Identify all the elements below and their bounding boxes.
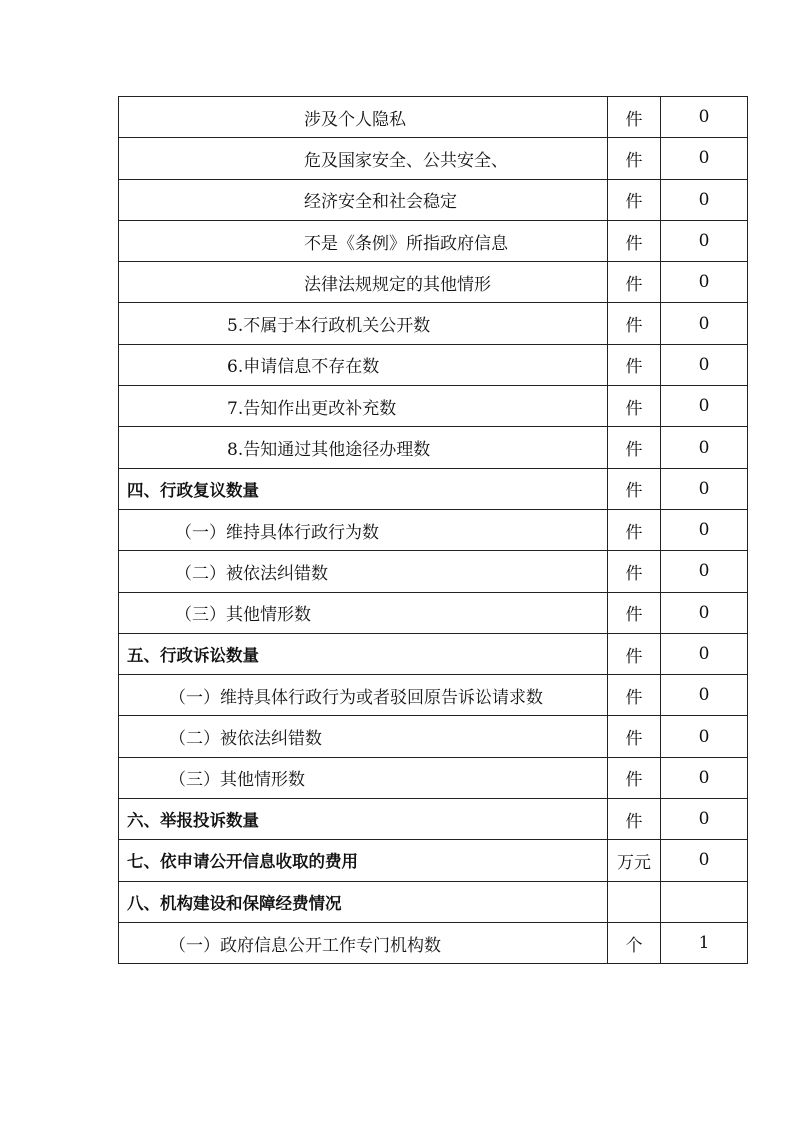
row-label: （二）被依法纠错数 <box>119 551 608 592</box>
table-row <box>119 757 748 798</box>
table-row <box>119 262 748 303</box>
row-label: （二）被依法纠错数 <box>119 716 608 757</box>
table-row <box>119 427 748 468</box>
row-unit: 件 <box>608 633 661 674</box>
row-unit: 个 <box>608 922 661 963</box>
row-unit: 件 <box>608 757 661 798</box>
row-unit: 件 <box>608 138 661 179</box>
row-value: 0 <box>661 97 748 138</box>
row-value: 0 <box>661 840 748 881</box>
table-row <box>119 220 748 261</box>
row-value: 0 <box>661 633 748 674</box>
section-heading: 六、举报投诉数量 <box>119 799 608 840</box>
row-unit: 件 <box>608 468 661 509</box>
row-label: （一）政府信息公开工作专门机构数 <box>119 922 608 963</box>
table-row <box>119 633 748 674</box>
row-value: 0 <box>661 303 748 344</box>
row-label: 7.告知作出更改补充数 <box>119 386 608 427</box>
row-unit: 件 <box>608 551 661 592</box>
row-unit: 万元 <box>608 840 661 881</box>
section-heading: 四、行政复议数量 <box>119 468 608 509</box>
row-value: 1 <box>661 922 748 963</box>
section-heading: 七、依申请公开信息收取的费用 <box>119 840 608 881</box>
row-value: 0 <box>661 551 748 592</box>
row-value: 0 <box>661 344 748 385</box>
row-value: 0 <box>661 468 748 509</box>
table-row <box>119 97 748 138</box>
row-label: 不是《条例》所指政府信息 <box>119 220 608 261</box>
row-unit: 件 <box>608 303 661 344</box>
row-label: （三）其他情形数 <box>119 592 608 633</box>
row-value: 0 <box>661 262 748 303</box>
row-unit <box>608 881 661 922</box>
row-label: 5.不属于本行政机关公开数 <box>119 303 608 344</box>
row-label: （一）维持具体行政行为或者驳回原告诉讼请求数 <box>119 675 608 716</box>
section-heading: 五、行政诉讼数量 <box>119 633 608 674</box>
table-row <box>119 179 748 220</box>
row-value: 0 <box>661 799 748 840</box>
row-value: 0 <box>661 509 748 550</box>
row-unit: 件 <box>608 716 661 757</box>
statistics-table-body <box>119 97 748 964</box>
section-heading: 八、机构建设和保障经费情况 <box>119 881 608 922</box>
row-unit: 件 <box>608 592 661 633</box>
table-row <box>119 799 748 840</box>
row-unit: 件 <box>608 179 661 220</box>
table-row <box>119 840 748 881</box>
row-unit: 件 <box>608 675 661 716</box>
row-unit: 件 <box>608 262 661 303</box>
row-value: 0 <box>661 757 748 798</box>
row-value: 0 <box>661 592 748 633</box>
row-label: 危及国家安全、公共安全、 <box>119 138 608 179</box>
row-value: 0 <box>661 386 748 427</box>
table-row <box>119 509 748 550</box>
row-value: 0 <box>661 138 748 179</box>
table-row <box>119 344 748 385</box>
row-value: 0 <box>661 716 748 757</box>
row-label: 法律法规规定的其他情形 <box>119 262 608 303</box>
table-row <box>119 675 748 716</box>
row-label: 经济安全和社会稳定 <box>119 179 608 220</box>
row-value: 0 <box>661 675 748 716</box>
row-value: 0 <box>661 179 748 220</box>
row-value <box>661 881 748 922</box>
row-value: 0 <box>661 220 748 261</box>
row-label: 涉及个人隐私 <box>119 97 608 138</box>
table-row <box>119 881 748 922</box>
row-unit: 件 <box>608 509 661 550</box>
statistics-table <box>118 96 748 964</box>
table-row <box>119 592 748 633</box>
table-row <box>119 716 748 757</box>
row-unit: 件 <box>608 386 661 427</box>
row-unit: 件 <box>608 97 661 138</box>
table-row <box>119 303 748 344</box>
row-value: 0 <box>661 427 748 468</box>
row-unit: 件 <box>608 799 661 840</box>
table-row <box>119 922 748 963</box>
table-row <box>119 551 748 592</box>
row-label: 8.告知通过其他途径办理数 <box>119 427 608 468</box>
table-row <box>119 138 748 179</box>
row-label: （三）其他情形数 <box>119 757 608 798</box>
row-label: （一）维持具体行政行为数 <box>119 509 608 550</box>
table-row <box>119 386 748 427</box>
row-unit: 件 <box>608 220 661 261</box>
row-label: 6.申请信息不存在数 <box>119 344 608 385</box>
table-row <box>119 468 748 509</box>
row-unit: 件 <box>608 344 661 385</box>
row-unit: 件 <box>608 427 661 468</box>
